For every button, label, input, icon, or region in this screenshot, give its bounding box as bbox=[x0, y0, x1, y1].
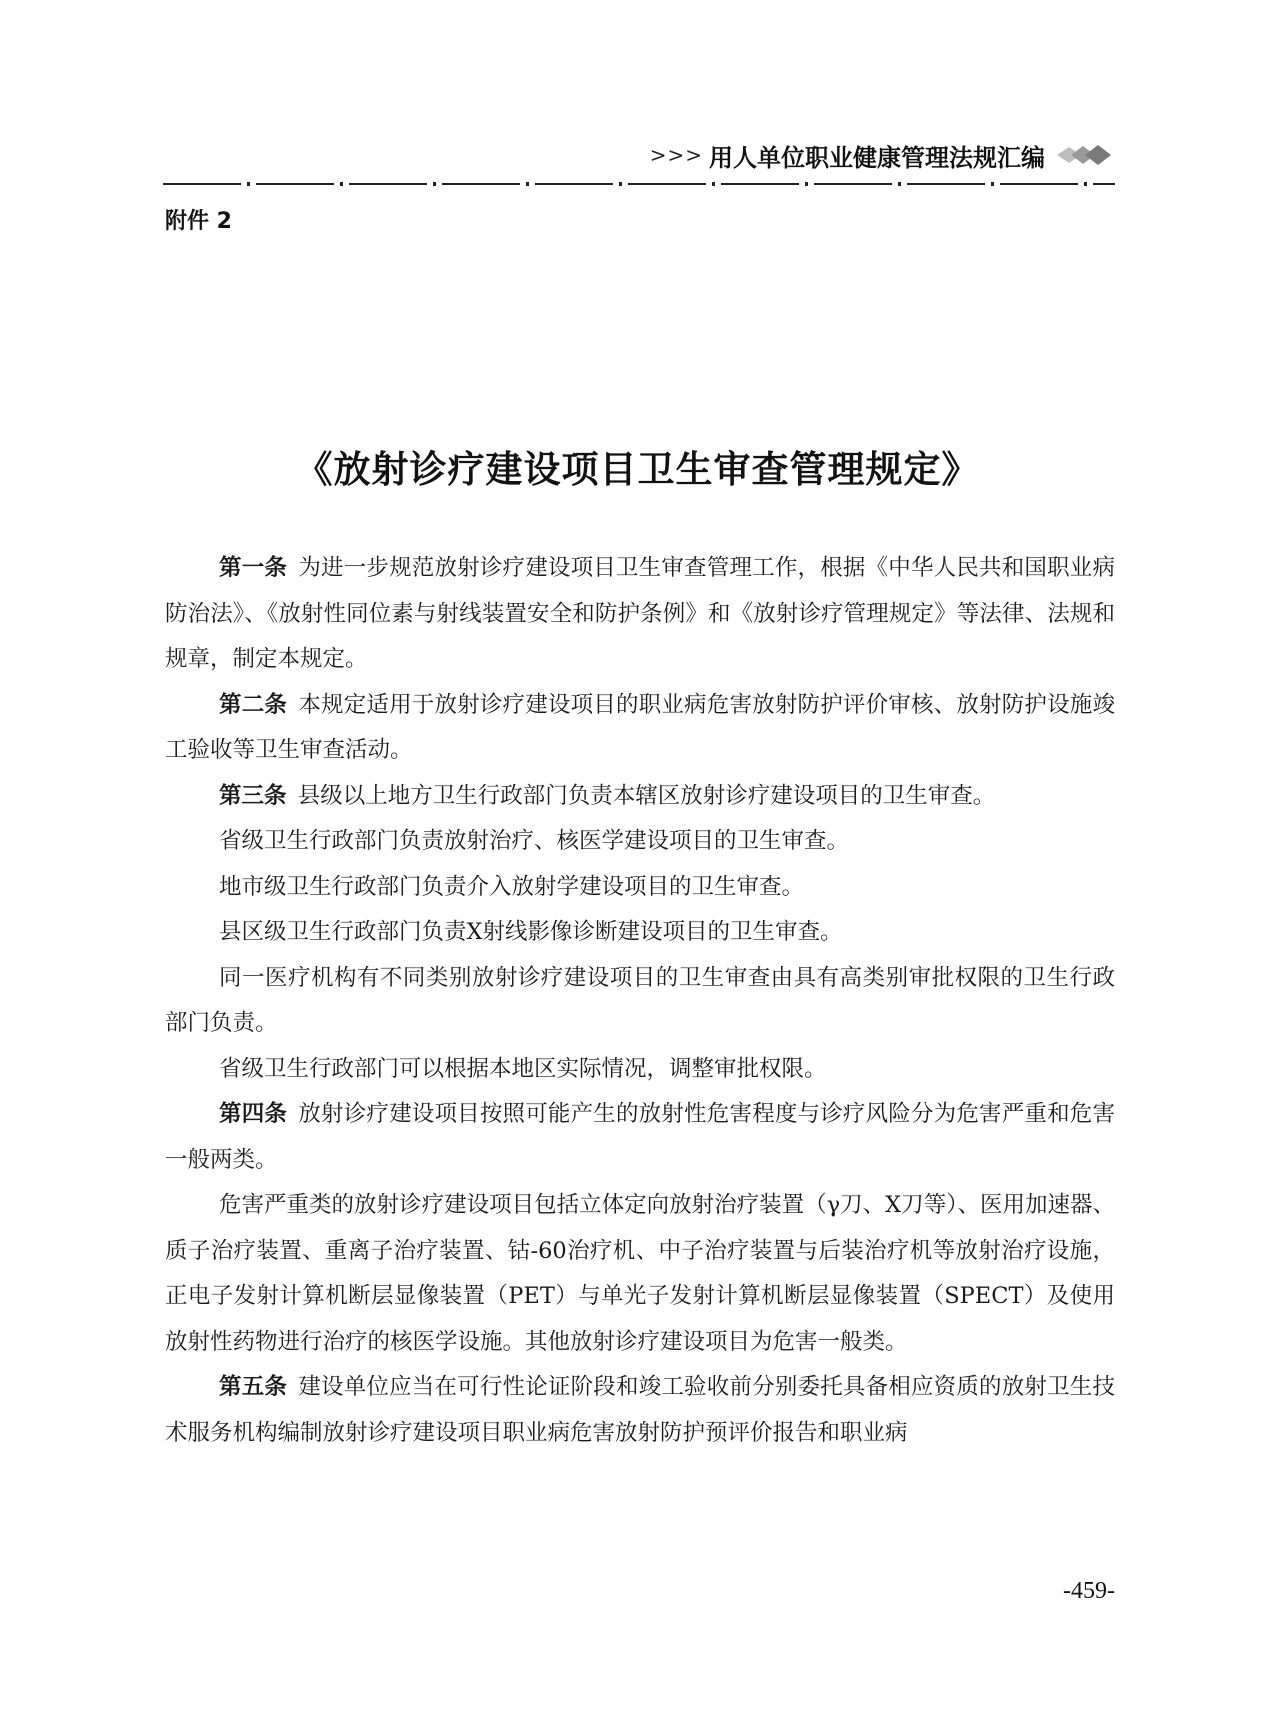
paragraph bbox=[165, 1092, 1115, 1183]
paragraph-text: 同一医疗机构有不同类别放射诊疗建设项目的卫生审查由具有高类别审批权限的卫生行政部门负责。 bbox=[165, 964, 1115, 1036]
diamond-ornament-icon bbox=[1055, 143, 1115, 167]
paragraph-text: 省级卫生行政部门可以根据本地区实际情况，调整审批权限。 bbox=[219, 1055, 827, 1082]
running-header bbox=[650, 138, 1115, 172]
paragraph bbox=[165, 865, 1115, 911]
article-number: 第一条 bbox=[219, 555, 288, 581]
paragraph-text: 危害严重类的放射诊疗建设项目包括立体定向放射治疗装置（γ刀、X刀等）、医用加速器、质子治疗装置、重离子治疗装置、钴-60治疗机、中子治疗装置与后装治疗机等放射治疗设施，正电子发射计算机断层显像装置（PET）与单光子发射计算机断层显像装置（SPECT）及使用放射性药物进行治疗的核医学设施。其他放射诊疗建设项目为危害一般类。 bbox=[165, 1192, 1115, 1355]
paragraph bbox=[165, 1365, 1115, 1456]
paragraph bbox=[165, 910, 1115, 956]
article-number: 第五条 bbox=[219, 1374, 288, 1400]
article-number: 第三条 bbox=[219, 782, 287, 809]
book-title: 用人单位职业健康管理法规汇编 bbox=[709, 142, 1045, 172]
header-chevrons: >>> bbox=[649, 143, 703, 167]
article-number: 第二条 bbox=[219, 691, 288, 718]
paragraph-text: 地市级卫生行政部门负责介入放射学建设项目的卫生审查。 bbox=[219, 873, 805, 900]
paragraph-text: 放射诊疗建设项目按照可能产生的放射性危害程度与诊疗风险分为危害严重和危害一般两类。 bbox=[165, 1101, 1115, 1173]
paragraph bbox=[165, 956, 1115, 1047]
paragraph-text: 县级以上地方卫生行政部门负责本辖区放射诊疗建设项目的卫生审查。 bbox=[297, 782, 996, 809]
paragraph-text: 县区级卫生行政部门负责X射线影像诊断建设项目的卫生审查。 bbox=[219, 919, 843, 945]
header-divider bbox=[163, 181, 1115, 187]
attachment-label: 附件 2 bbox=[165, 209, 232, 234]
paragraph bbox=[165, 1047, 1115, 1093]
paragraph-text: 建设单位应当在可行性论证阶段和竣工验收前分别委托具备相应资质的放射卫生技术服务机构编制放射诊疗建设项目职业病危害放射防护预评价报告和职业病 bbox=[165, 1374, 1115, 1446]
document-body bbox=[165, 546, 1115, 1456]
paragraph-text: 为进一步规范放射诊疗建设项目卫生审查管理工作，根据《中华人民共和国职业病防治法》、《放射性同位素与射线装置安全和防护条例》和《放射诊疗管理规定》等法律、法规和规章，制定本规定。 bbox=[165, 555, 1115, 672]
paragraph bbox=[165, 546, 1115, 683]
paragraph bbox=[165, 774, 1115, 820]
paragraph-text: 本规定适用于放射诊疗建设项目的职业病危害放射防护评价审核、放射防护设施竣工验收等卫生审查活动。 bbox=[165, 691, 1115, 763]
paragraph bbox=[165, 1183, 1115, 1365]
document-title: 《放射诊疗建设项目卫生审查管理规定》 bbox=[295, 446, 980, 491]
page-number: -459- bbox=[1063, 1578, 1115, 1604]
paragraph-text: 省级卫生行政部门负责放射治疗、核医学建设项目的卫生审查。 bbox=[219, 828, 850, 854]
paragraph bbox=[165, 819, 1115, 865]
article-number: 第四条 bbox=[219, 1101, 288, 1127]
paragraph bbox=[165, 683, 1115, 774]
